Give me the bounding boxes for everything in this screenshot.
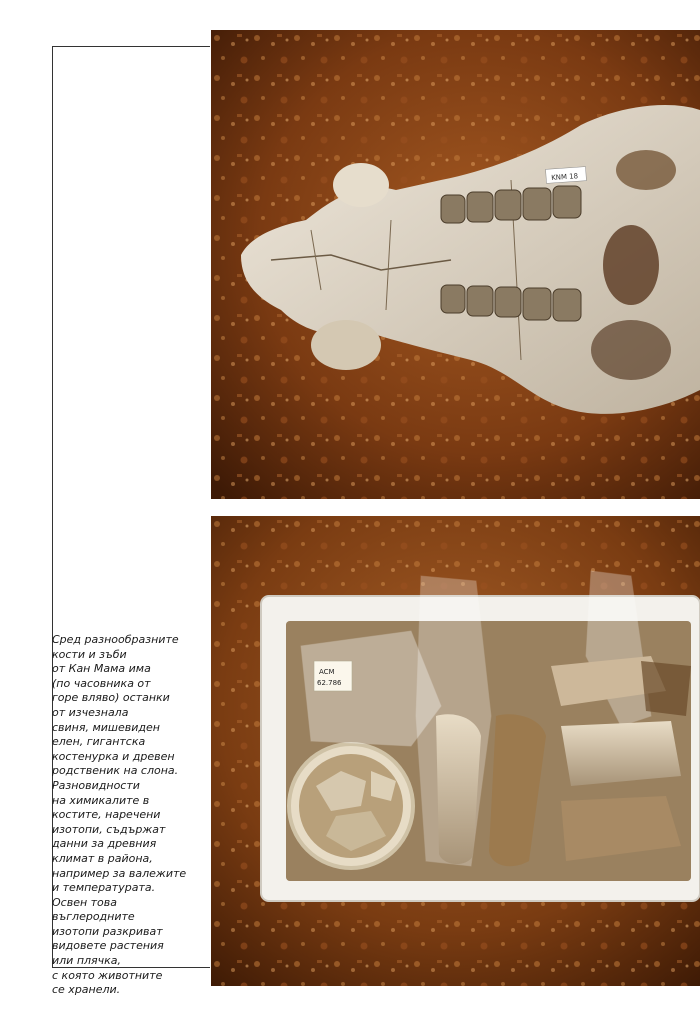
- skull-tag-text: KNM 18: [550, 172, 579, 183]
- specimen-label-line1: ACM: [319, 668, 335, 676]
- photo-caption: Сред разнообразните кости и зъби от Кан Мама има (по часовника от горе вляво) останки от изчезнала свиня, мишевиден елен, гигантска костенурка и древен родственик на слона. Разновидности на химикалите в костите, наречени изотопи, съдържат данни за древния климат в района, например за валежите и температурата. Освен това въглеродните изотопи разкриват видовете растения или плячка, с която животните се хранели.: [52, 633, 187, 997]
- fossil-skull-photo: [211, 30, 700, 499]
- specimen-label-line2: 62.786: [317, 679, 342, 687]
- fossil-tray-photo: [211, 516, 700, 986]
